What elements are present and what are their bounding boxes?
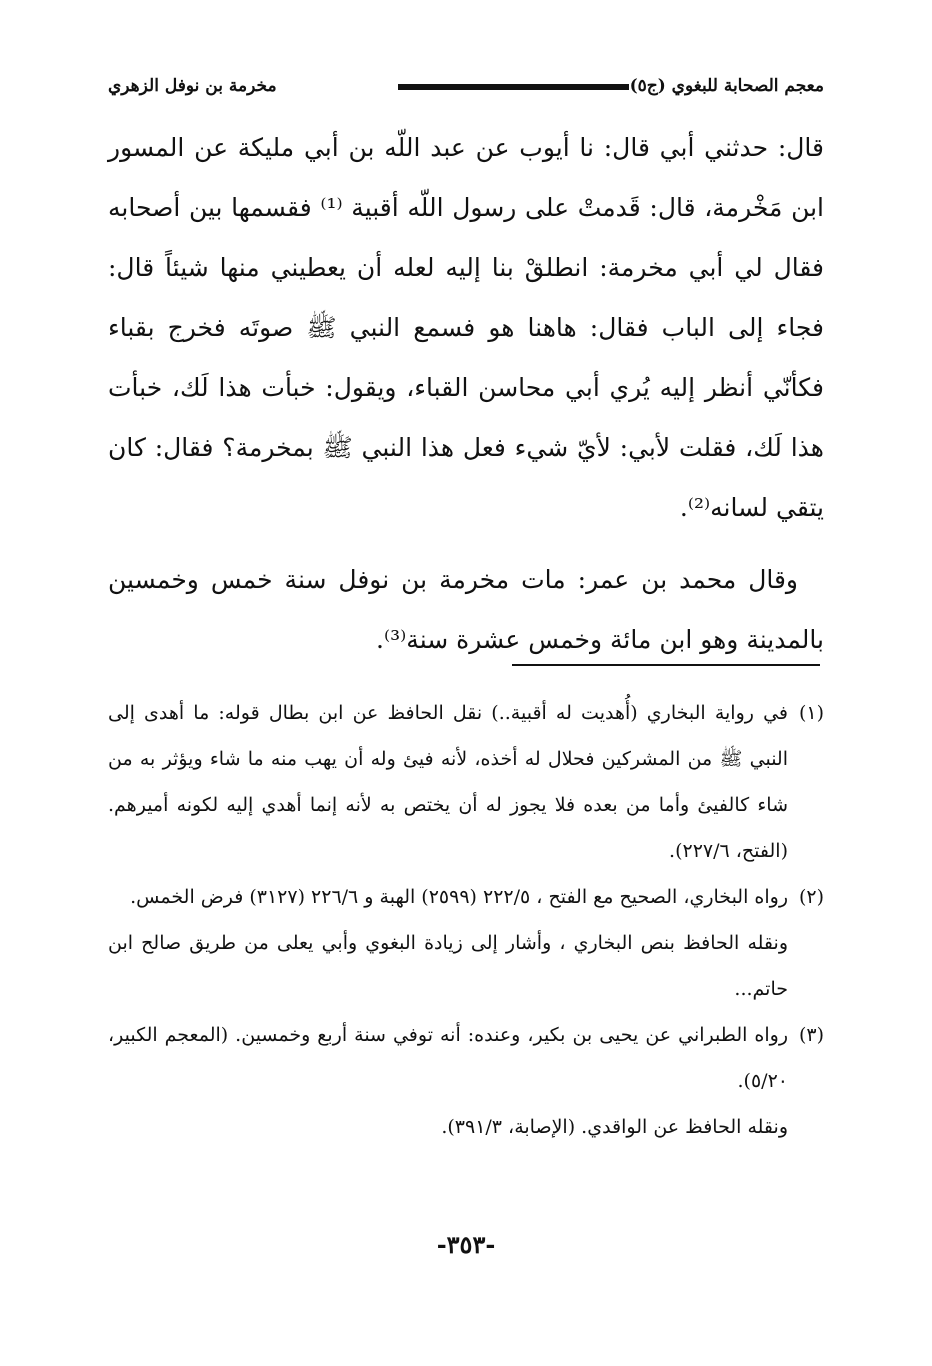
body-paragraph-2: وقال محمد بن عمر: مات مخرمة بن نوفل سنة خمس وخمسين بالمدينة وهو ابن مائة وخمس عشرة سنة⁽³⁾. [108,565,824,654]
page-number: -٣٥٣- [436,1230,496,1259]
footnote-text: في رواية البخاري (أُهديت له أقبية..) نقل الحافظ عن ابن بطال قوله: ما أهدى إلى النبي ﷺ من المشركين فحلال له أخذه، لأنه فيئ وله أن يهب منه ما شاء ويؤثر به من شاء كالفيئ وأما من بعده فلا يجوز له أن يختص به لأنه إنما أهدي إليه لكونه أميرهم. (الفتح، ٢٢٧/٦). [108,702,788,862]
footnote-1 [108,690,824,874]
footnote-3 [108,1012,824,1104]
footnote-2-continuation: ونقله الحافظ بنص البخاري ، وأشار إلى زيادة البغوي وأبي يعلى من طريق صالح ابن حاتم... [108,932,788,1000]
body-paragraph-1: قال: حدثني أبي قال: نا أيوب عن عبد اللّه بن أبي مليكة عن المسور ابن مَخْرمة، قال: قَدمتْ على رسول اللّه أقبية ⁽¹⁾ فقسمها بين أصحابه فقال لي أبي مخرمة: انطلقْ بنا إليه لعله أن يعطيني منها شيئاً قال: فجاء إلى الباب فقال: هاهنا هو فسمع النبي ﷺ صوتَه فخرج بقباء فكأنّي أنظر إليه يُري أبي محاسن القباء، ويقول: خبأت هذا لَك، خبأت هذا لَك، فقلت لأبي: لأيّ شيء فعل هذا النبي ﷺ بمخرمة؟ فقال: كان يتقي لسانه⁽²⁾. [108,133,824,522]
main-text [108,118,824,670]
footnote-number: (٢) [798,886,824,908]
footnote-text: رواه البخاري، الصحيح مع الفتح ، ٢٢٢/٥ (٢٥٩٩) الهبة و ٢٢٦/٦ (٣١٢٧) فرض الخمس. [130,886,788,908]
footnote-number: (٣) [798,1024,824,1046]
running-header [108,70,824,110]
footnotes [108,690,824,1150]
section-title: مخرمة بن نوفل الزهري [108,76,277,96]
footnote-separator [512,664,820,666]
header-rule [398,84,629,90]
footnote-2 [108,874,824,920]
footnote-text: رواه الطبراني عن يحيى بن بكير، وعنده: أنه توفي سنة أربع وخمسين. (المعجم الكبير، ٥/٢٠). [108,1024,788,1092]
book-title: معجم الصحابة للبغوي (ج٥) [629,76,824,96]
footnote-3-continuation: ونقله الحافظ عن الواقدي. (الإصابة، ٣٩١/٣). [441,1116,788,1138]
footnote-number: (١) [798,702,824,724]
